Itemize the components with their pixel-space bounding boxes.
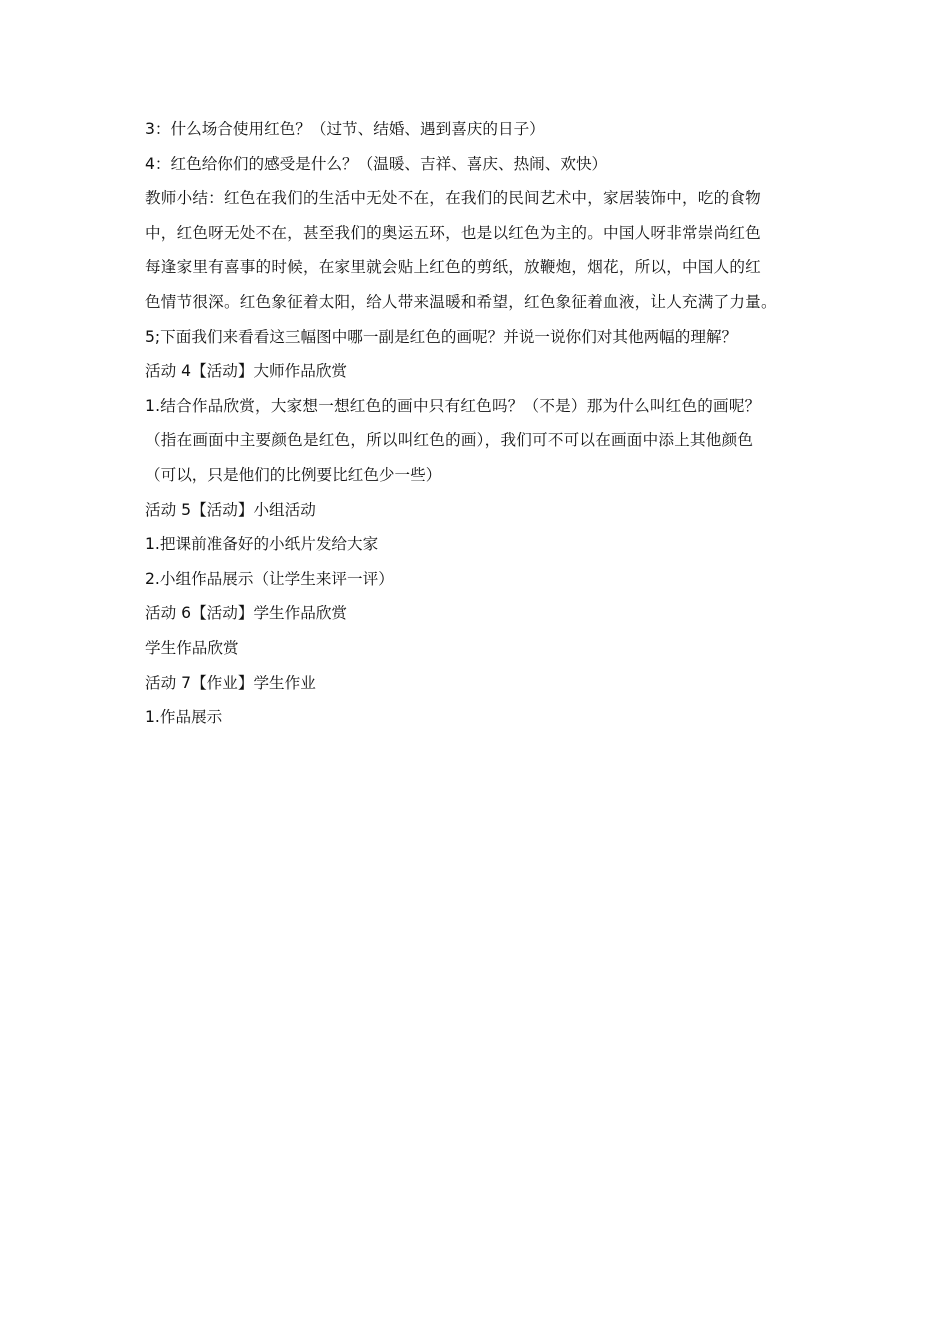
activity-4-item-1-line-2: （指在画面中主要颜色是红色，所以叫红色的画），我们可不可以在画面中添上其他颜色: [145, 431, 754, 450]
activity-6-item: 学生作品欣赏: [145, 638, 239, 657]
activity-4-item-1-line-1: 1.结合作品欣赏，大家想一想红色的画中只有红色吗？（不是）那为什么叫红色的画呢？: [145, 396, 761, 415]
question-3: 3：什么场合使用红色？（过节、结婚、遇到喜庆的日子）: [145, 120, 545, 138]
activity-5-item-1: 1.把课前准备好的小纸片发给大家: [145, 535, 379, 554]
teacher-summary-line-3: 每逢家里有喜事的时候，在家里就会贴上红色的剪纸，放鞭炮，烟花，所以，中国人的红: [145, 258, 761, 277]
activity-7-item-1: 1.作品展示: [145, 708, 223, 727]
question-4: 4：红色给你们的感受是什么？（温暖、吉祥、喜庆、热闹、欢快）: [145, 154, 608, 173]
question-5: 5;下面我们来看看这三幅图中哪一副是红色的画呢？并说一说你们对其他两幅的理解？: [145, 327, 738, 346]
activity-4-heading: 活动 4【活动】大师作品欣赏: [145, 362, 348, 381]
activity-6-heading: 活动 6【活动】学生作品欣赏: [145, 604, 348, 623]
document-body: [145, 112, 810, 735]
teacher-summary-line-1: 教师小结：红色在我们的生活中无处不在，在我们的民间艺术中，家居装饰中，吃的食物: [145, 189, 761, 208]
teacher-summary-line-4: 色情节很深。红色象征着太阳，给人带来温暖和希望，红色象征着血液，让人充满了力量。: [145, 292, 777, 311]
activity-4-item-1-line-3: （可以，只是他们的比例要比红色少一些）: [145, 465, 442, 484]
teacher-summary-line-2: 中，红色呀无处不在，甚至我们的奥运五环，也是以红色为主的。中国人呀非常崇尚红色: [145, 223, 761, 242]
activity-5-heading: 活动 5【活动】小组活动: [145, 500, 316, 519]
activity-5-item-2: 2.小组作品展示（让学生来评一评）: [145, 569, 394, 588]
activity-7-heading: 活动 7【作业】学生作业: [145, 673, 316, 692]
